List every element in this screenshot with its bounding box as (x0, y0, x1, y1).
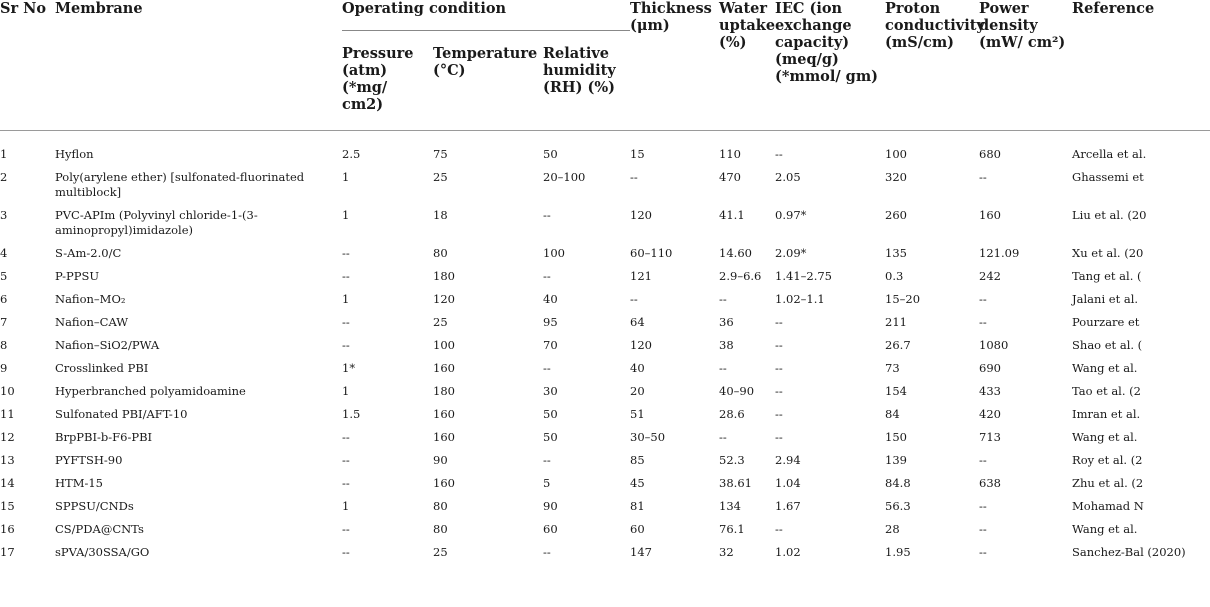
cell-thickness: 40 (630, 361, 645, 375)
cell-water-uptake: 28.6 (719, 407, 745, 421)
cell-reference: Tang et al. ( (1072, 269, 1142, 283)
cell-iec: -- (775, 384, 783, 398)
cell-thickness: -- (630, 292, 638, 306)
cell-sr-no: 10 (0, 384, 15, 398)
cell-sr-no: 17 (0, 545, 15, 559)
cell-pressure: 1 (342, 208, 350, 222)
cell-proton-conductivity: 135 (885, 246, 907, 260)
cell-thickness: 60–110 (630, 246, 673, 260)
cell-sr-no: 12 (0, 430, 15, 444)
cell-reference: Ghassemi et (1072, 170, 1144, 184)
cell-reference: Shao et al. ( (1072, 338, 1143, 352)
cell-iec: 1.67 (775, 499, 801, 513)
cell-thickness: 30–50 (630, 430, 666, 444)
cell-membrane: Crosslinked PBI (55, 361, 149, 375)
cell-sr-no: 16 (0, 522, 15, 536)
cell-reference: Wang et al. (1072, 430, 1138, 444)
cell-pressure: -- (342, 430, 350, 444)
cell-thickness: 120 (630, 338, 652, 352)
cell-sr-no: 8 (0, 338, 8, 352)
cell-water-uptake: 2.9–6.6 (719, 269, 762, 283)
cell-power-density: -- (979, 170, 987, 184)
cell-water-uptake: 76.1 (719, 522, 745, 536)
cell-proton-conductivity: 56.3 (885, 499, 911, 513)
cell-relative-humidity: -- (543, 545, 551, 559)
cell-reference: Tao et al. (2 (1072, 384, 1141, 398)
cell-membrane: Nafion–MO₂ (55, 292, 126, 306)
cell-reference: Liu et al. (20 (1072, 208, 1147, 222)
cell-water-uptake: -- (719, 361, 727, 375)
cell-sr-no: 14 (0, 476, 15, 490)
cell-membrane: S-Am-2.0/C (55, 246, 122, 260)
table-row (0, 426, 1210, 449)
cell-temperature: 80 (433, 499, 448, 513)
cell-power-density: 713 (979, 430, 1001, 444)
cell-water-uptake: 134 (719, 499, 741, 513)
cell-proton-conductivity: 211 (885, 315, 907, 329)
cell-membrane: sPVA/30SSA/GO (55, 545, 150, 559)
cell-membrane: P-PPSU (55, 269, 100, 283)
cell-relative-humidity: 20–100 (543, 170, 586, 184)
cell-relative-humidity: -- (543, 269, 551, 283)
header-power-density: Power density (mW/ cm²) (979, 0, 1072, 131)
cell-iec: -- (775, 147, 783, 161)
cell-proton-conductivity: 84.8 (885, 476, 911, 490)
cell-power-density: -- (979, 315, 987, 329)
cell-thickness: 147 (630, 545, 652, 559)
cell-membrane: Poly(arylene ether) [sulfonated-fluorinated multiblock] (55, 170, 305, 199)
header-row-1 (0, 0, 1210, 31)
header-relative-humidity: Relative humidity (RH) (%) (543, 31, 630, 131)
cell-reference: Mohamad N (1072, 499, 1144, 513)
cell-pressure: 2.5 (342, 147, 361, 161)
cell-relative-humidity: 50 (543, 407, 558, 421)
cell-iec: 2.05 (775, 170, 801, 184)
cell-power-density: 680 (979, 147, 1001, 161)
header-sr-no: Sr No (0, 0, 55, 131)
cell-sr-no: 4 (0, 246, 8, 260)
cell-water-uptake: 40–90 (719, 384, 755, 398)
cell-temperature: 80 (433, 246, 448, 260)
cell-power-density: 160 (979, 208, 1001, 222)
cell-temperature: 160 (433, 407, 455, 421)
cell-reference: Imran et al. (1072, 407, 1141, 421)
cell-proton-conductivity: 139 (885, 453, 907, 467)
cell-proton-conductivity: 260 (885, 208, 907, 222)
cell-temperature: 25 (433, 545, 448, 559)
cell-sr-no: 6 (0, 292, 8, 306)
cell-temperature: 25 (433, 315, 448, 329)
cell-pressure: 1 (342, 499, 350, 513)
cell-reference: Wang et al. (1072, 361, 1138, 375)
cell-water-uptake: 38.61 (719, 476, 752, 490)
cell-membrane: Sulfonated PBI/AFT-10 (55, 407, 188, 421)
cell-sr-no: 2 (0, 170, 8, 184)
cell-power-density: -- (979, 292, 987, 306)
cell-relative-humidity: 5 (543, 476, 551, 490)
cell-reference: Sanchez-Bal (2020) (1072, 545, 1186, 559)
cell-proton-conductivity: 154 (885, 384, 907, 398)
cell-iec: -- (775, 338, 783, 352)
cell-pressure: 1 (342, 292, 350, 306)
cell-iec: 2.09* (775, 246, 807, 260)
cell-power-density: -- (979, 522, 987, 536)
header-operating-condition: Operating condition (342, 0, 630, 31)
cell-thickness: 60 (630, 522, 645, 536)
header-iec: IEC (ion exchange capacity) (meq/g) (*mmol/ gm) (775, 0, 885, 131)
cell-membrane: Nafion–CAW (55, 315, 129, 329)
cell-relative-humidity: 95 (543, 315, 558, 329)
cell-temperature: 160 (433, 430, 455, 444)
cell-relative-humidity: 50 (543, 430, 558, 444)
cell-thickness: 20 (630, 384, 645, 398)
cell-pressure: 1 (342, 170, 350, 184)
cell-temperature: 25 (433, 170, 448, 184)
cell-reference: Xu et al. (20 (1072, 246, 1144, 260)
cell-membrane: CS/PDA@CNTs (55, 522, 144, 536)
cell-temperature: 80 (433, 522, 448, 536)
table-row (0, 288, 1210, 311)
table-row (0, 541, 1210, 564)
cell-power-density: 690 (979, 361, 1001, 375)
cell-membrane: Hyflon (55, 147, 94, 161)
header-reference: Reference (1072, 0, 1210, 131)
cell-temperature: 160 (433, 476, 455, 490)
header-thickness: Thickness (μm) (630, 0, 719, 131)
cell-water-uptake: 14.60 (719, 246, 752, 260)
cell-proton-conductivity: 320 (885, 170, 907, 184)
cell-thickness: -- (630, 170, 638, 184)
cell-power-density: -- (979, 499, 987, 513)
cell-water-uptake: 32 (719, 545, 734, 559)
cell-sr-no: 5 (0, 269, 8, 283)
table-row (0, 449, 1210, 472)
cell-relative-humidity: 90 (543, 499, 558, 513)
cell-proton-conductivity: 1.95 (885, 545, 911, 559)
cell-water-uptake: 38 (719, 338, 734, 352)
cell-iec: 1.02 (775, 545, 801, 559)
cell-relative-humidity: -- (543, 208, 551, 222)
table-row (0, 204, 1210, 242)
cell-pressure: -- (342, 338, 350, 352)
cell-iec: 1.04 (775, 476, 801, 490)
cell-power-density: 433 (979, 384, 1001, 398)
cell-power-density: 638 (979, 476, 1001, 490)
cell-iec: 1.02–1.1 (775, 292, 825, 306)
cell-power-density: 1080 (979, 338, 1009, 352)
cell-reference: Roy et al. (2 (1072, 453, 1143, 467)
cell-proton-conductivity: 26.7 (885, 338, 911, 352)
cell-thickness: 45 (630, 476, 645, 490)
cell-pressure: -- (342, 545, 350, 559)
header-water-uptake: Water uptake (%) (719, 0, 775, 131)
header-membrane: Membrane (55, 0, 342, 131)
cell-proton-conductivity: 100 (885, 147, 907, 161)
cell-membrane: Nafion–SiO2/PWA (55, 338, 160, 352)
cell-thickness: 121 (630, 269, 652, 283)
cell-iec: -- (775, 361, 783, 375)
table-row (0, 265, 1210, 288)
table-row (0, 357, 1210, 380)
cell-membrane: SPPSU/CNDs (55, 499, 134, 513)
table-row (0, 495, 1210, 518)
cell-membrane: BrpPBI-b-F6-PBI (55, 430, 153, 444)
cell-reference: Wang et al. (1072, 522, 1138, 536)
cell-thickness: 81 (630, 499, 645, 513)
cell-water-uptake: 36 (719, 315, 734, 329)
cell-proton-conductivity: 150 (885, 430, 907, 444)
table-row (0, 472, 1210, 495)
cell-iec: -- (775, 430, 783, 444)
cell-relative-humidity: 40 (543, 292, 558, 306)
table-row (0, 334, 1210, 357)
cell-pressure: -- (342, 315, 350, 329)
cell-proton-conductivity: 28 (885, 522, 900, 536)
cell-iec: 1.41–2.75 (775, 269, 832, 283)
table-row (0, 131, 1210, 167)
cell-pressure: 1 (342, 384, 350, 398)
table-row (0, 166, 1210, 204)
cell-temperature: 75 (433, 147, 448, 161)
table-row (0, 242, 1210, 265)
cell-water-uptake: -- (719, 292, 727, 306)
cell-proton-conductivity: 0.3 (885, 269, 904, 283)
cell-pressure: -- (342, 269, 350, 283)
cell-temperature: 18 (433, 208, 448, 222)
cell-pressure: -- (342, 476, 350, 490)
cell-thickness: 51 (630, 407, 645, 421)
cell-power-density: 420 (979, 407, 1001, 421)
cell-temperature: 180 (433, 269, 455, 283)
cell-relative-humidity: -- (543, 361, 551, 375)
cell-proton-conductivity: 15–20 (885, 292, 921, 306)
cell-relative-humidity: 50 (543, 147, 558, 161)
cell-iec: 0.97* (775, 208, 807, 222)
cell-thickness: 64 (630, 315, 645, 329)
cell-thickness: 15 (630, 147, 645, 161)
cell-water-uptake: 41.1 (719, 208, 745, 222)
cell-thickness: 85 (630, 453, 645, 467)
cell-pressure: 1* (342, 361, 356, 375)
cell-temperature: 160 (433, 361, 455, 375)
cell-iec: -- (775, 407, 783, 421)
cell-sr-no: 7 (0, 315, 8, 329)
table-row (0, 518, 1210, 541)
cell-pressure: -- (342, 246, 350, 260)
cell-relative-humidity: 60 (543, 522, 558, 536)
cell-reference: Arcella et al. (1072, 147, 1147, 161)
cell-temperature: 100 (433, 338, 455, 352)
cell-reference: Pourzare et (1072, 315, 1140, 329)
cell-sr-no: 11 (0, 407, 15, 421)
cell-proton-conductivity: 73 (885, 361, 900, 375)
cell-pressure: -- (342, 522, 350, 536)
cell-thickness: 120 (630, 208, 652, 222)
cell-power-density: -- (979, 453, 987, 467)
table-body (0, 131, 1210, 565)
header-temperature: Temperature (°C) (433, 31, 543, 131)
cell-membrane: HTM-15 (55, 476, 103, 490)
cell-iec: 2.94 (775, 453, 801, 467)
table-row (0, 403, 1210, 426)
cell-pressure: -- (342, 453, 350, 467)
cell-relative-humidity: 70 (543, 338, 558, 352)
cell-sr-no: 15 (0, 499, 15, 513)
cell-sr-no: 9 (0, 361, 8, 375)
cell-water-uptake: -- (719, 430, 727, 444)
header-pressure: Pressure (atm) (*mg/ cm2) (342, 31, 433, 131)
cell-membrane: Hyperbranched polyamidoamine (55, 384, 246, 398)
cell-power-density: -- (979, 545, 987, 559)
cell-power-density: 121.09 (979, 246, 1020, 260)
cell-relative-humidity: -- (543, 453, 551, 467)
cell-temperature: 180 (433, 384, 455, 398)
cell-relative-humidity: 30 (543, 384, 558, 398)
header-proton-conductivity: Proton conductivity (mS/cm) (885, 0, 979, 131)
table-row (0, 380, 1210, 403)
cell-sr-no: 3 (0, 208, 8, 222)
cell-water-uptake: 52.3 (719, 453, 745, 467)
table-row (0, 311, 1210, 334)
cell-power-density: 242 (979, 269, 1001, 283)
cell-sr-no: 1 (0, 147, 8, 161)
cell-water-uptake: 470 (719, 170, 741, 184)
cell-pressure: 1.5 (342, 407, 361, 421)
cell-sr-no: 13 (0, 453, 15, 467)
cell-membrane: PVC-APIm (Polyvinyl chloride-1-(3-aminopropyl)imidazole) (55, 208, 258, 237)
cell-iec: -- (775, 315, 783, 329)
cell-reference: Jalani et al. (1072, 292, 1139, 306)
cell-temperature: 90 (433, 453, 448, 467)
cell-membrane: PYFTSH-90 (55, 453, 123, 467)
cell-proton-conductivity: 84 (885, 407, 900, 421)
cell-relative-humidity: 100 (543, 246, 565, 260)
cell-temperature: 120 (433, 292, 455, 306)
cell-iec: -- (775, 522, 783, 536)
cell-reference: Zhu et al. (2 (1072, 476, 1144, 490)
cell-water-uptake: 110 (719, 147, 741, 161)
